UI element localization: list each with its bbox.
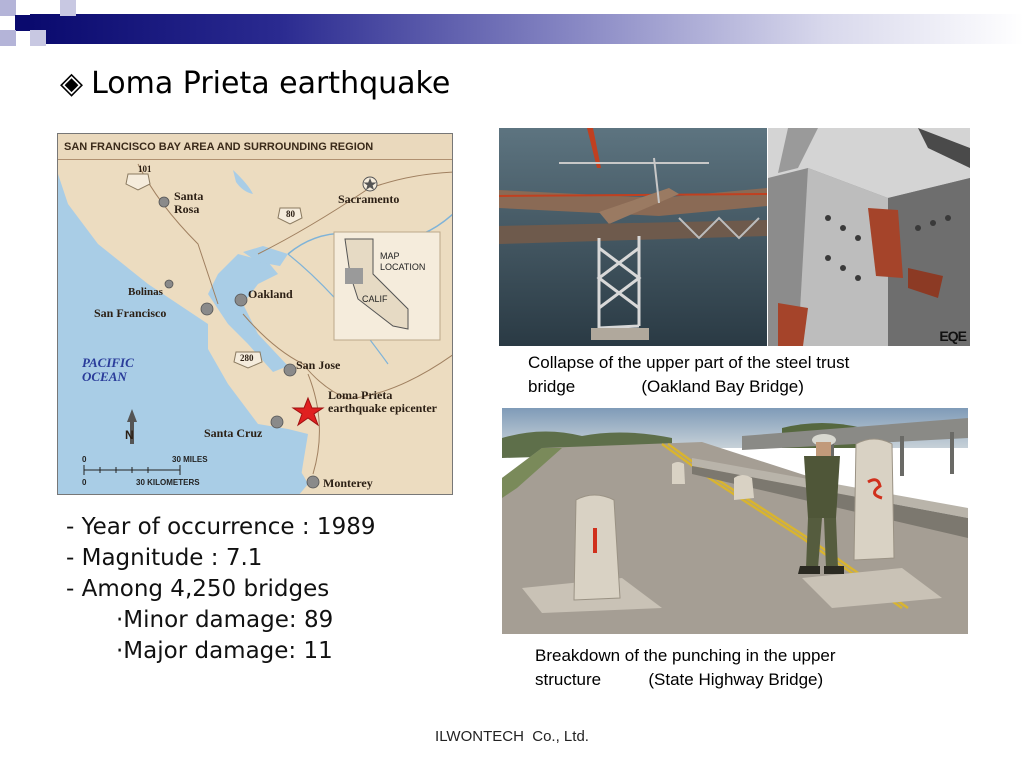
label-bolinas: Bolinas <box>128 286 163 298</box>
label-santa-cruz: Santa Cruz <box>204 426 263 440</box>
scale-miles-label: 30 MILES <box>172 455 208 464</box>
scale-km-label: 30 KILOMETERS <box>136 478 200 487</box>
facts-list <box>66 512 375 667</box>
diamond-bullet-icon: ◈ <box>60 66 84 101</box>
route-280-label: 280 <box>240 353 254 363</box>
label-san-francisco: San Francisco <box>94 306 167 320</box>
caption-highway-bridge: Breakdown of the punching in the upper structure (State Highway Bridge) <box>535 646 836 689</box>
label-santa-rosa: Santa Rosa <box>174 189 204 216</box>
header-band <box>30 14 1024 44</box>
fact-major-damage: ·Major damage: 11 <box>116 638 333 664</box>
fact-bridges: - Among 4,250 bridges <box>66 576 330 602</box>
decor-square <box>60 0 76 16</box>
north-label: N <box>125 428 134 442</box>
decor-square <box>0 0 16 16</box>
label-monterey: Monterey <box>323 476 373 490</box>
slide-title-text: Loma Prieta earthquake <box>91 66 451 101</box>
decor-square <box>30 30 46 46</box>
scale-zero-miles: 0 <box>82 455 87 464</box>
label-epicenter: Loma Prieta earthquake epicenter <box>328 388 437 415</box>
inset-label-location: LOCATION <box>380 262 426 272</box>
header-squares <box>0 0 80 50</box>
decor-square <box>0 30 16 46</box>
fact-minor-damage: ·Minor damage: 89 <box>116 607 334 633</box>
map-location-marker <box>345 268 363 284</box>
photo-bay-bridge-collapse <box>499 128 767 346</box>
pillar-2 <box>854 439 894 560</box>
scale-zero-km: 0 <box>82 478 87 487</box>
region-map <box>57 133 453 495</box>
photo-steel-joint-detail <box>768 128 970 346</box>
photo-state-highway-bridge <box>502 408 968 634</box>
label-pacific-ocean: PACIFIC OCEAN <box>82 355 134 384</box>
eqe-watermark: EQE <box>939 328 966 344</box>
caption-bay-bridge: Collapse of the upper part of the steel trust bridge (Oakland Bay Bridge) <box>528 353 850 396</box>
fact-year: - Year of occurrence : 1989 <box>66 514 376 540</box>
fact-magnitude: - Magnitude : 7.1 <box>66 545 263 571</box>
inset-label-map: MAP <box>380 251 400 261</box>
label-san-jose: San Jose <box>296 358 341 372</box>
label-sacramento: Sacramento <box>338 192 400 206</box>
route-101-label: 101 <box>138 164 152 174</box>
inset-label-calif: CALIF <box>362 294 388 304</box>
map-header: SAN FRANCISCO BAY AREA AND SURROUNDING REGION <box>58 134 452 160</box>
pillar-1 <box>574 495 620 600</box>
decor-square <box>15 15 31 31</box>
route-80-label: 80 <box>286 209 295 219</box>
footer-company: ILWONTECH Co., Ltd. <box>435 728 589 745</box>
slide-title <box>60 66 450 101</box>
label-oakland: Oakland <box>248 287 293 301</box>
